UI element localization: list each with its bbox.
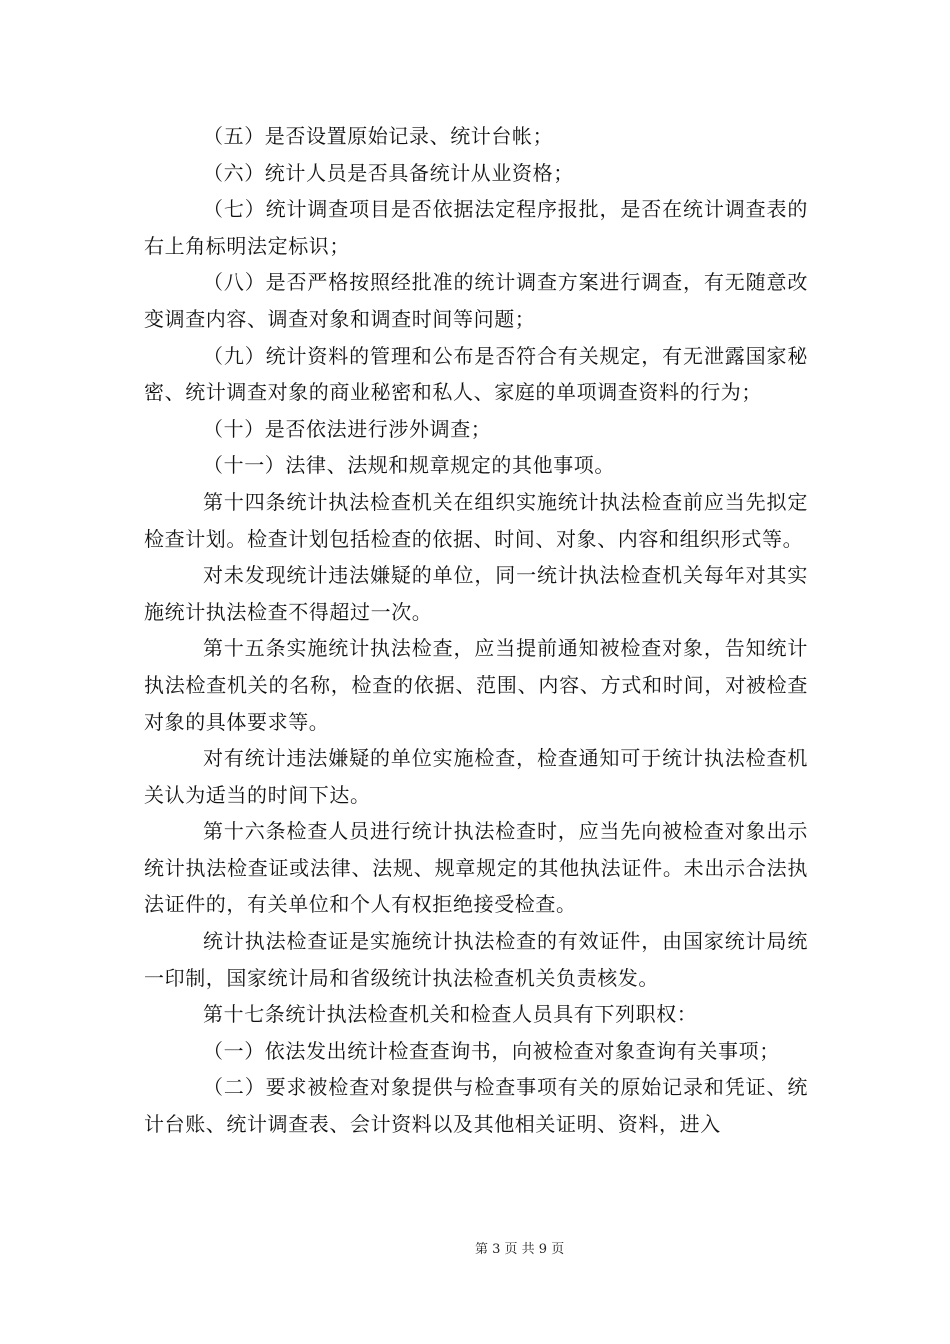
article-17: 第十七条统计执法检查机关和检查人员具有下列职权： bbox=[203, 1002, 698, 1027]
paragraph-item-11: （十一）法律、法规和规章规定的其他事项。 bbox=[203, 453, 615, 478]
article-14-clause: 对未发现统计违法嫌疑的单位，同一统计执法检查机关每年对其实施统计执法检查不得超过一次。 bbox=[144, 563, 808, 624]
article-17-item-2: （二）要求被检查对象提供与检查事项有关的原始记录和凭证、统计台账、统计调查表、会计资料以及其他相关证明、资料，进入 bbox=[144, 1075, 808, 1137]
document-body bbox=[144, 118, 808, 1143]
article-15-clause: 对有统计违法嫌疑的单位实施检查，检查通知可于统计执法检查机关认为适当的时间下达。 bbox=[144, 746, 808, 807]
paragraph-item-8: （八）是否严格按照经批准的统计调查方案进行调查，有无随意改变调查内容、调查对象和调查时间等问题； bbox=[144, 270, 808, 331]
paragraph-item-5: （五）是否设置原始记录、统计台帐； bbox=[203, 124, 554, 148]
article-14: 第十四条统计执法检查机关在组织实施统计执法检查前应当先拟定检查计划。检查计划包括检查的依据、时间、对象、内容和组织形式等。 bbox=[144, 489, 808, 551]
article-16: 第十六条检查人员进行统计执法检查时，应当先向被检查对象出示统计执法检查证或法律、法规、规章规定的其他执法证件。未出示合法执法证件的，有关单位和个人有权拒绝接受检查。 bbox=[144, 819, 808, 917]
article-16-clause: 统计执法检查证是实施统计执法检查的有效证件，由国家统计局统一印制，国家统计局和省级统计执法检查机关负责核发。 bbox=[144, 929, 808, 990]
paragraph-item-10: （十）是否依法进行涉外调查； bbox=[203, 416, 492, 441]
article-17-item-1: （一）依法发出统计检查查询书，向被检查对象查询有关事项； bbox=[203, 1038, 780, 1063]
paragraph-item-7: （七）统计调查项目是否依据法定程序报批，是否在统计调查表的右上角标明法定标识； bbox=[144, 197, 808, 258]
paragraph-item-6: （六）统计人员是否具备统计从业资格； bbox=[203, 160, 574, 185]
page-footer bbox=[0, 1241, 950, 1259]
paragraph-item-9: （九）统计资料的管理和公布是否符合有关规定，有无泄露国家秘密、统计调查对象的商业秘密和私人、家庭的单项调查资料的行为； bbox=[144, 343, 808, 405]
article-15: 第十五条实施统计执法检查，应当提前通知被检查对象，告知统计执法检查机关的名称，检查的依据、范围、内容、方式和时间，对被检查对象的具体要求等。 bbox=[144, 636, 808, 734]
page-number-label: 第 3 页 共 9 页 bbox=[475, 1242, 565, 1257]
